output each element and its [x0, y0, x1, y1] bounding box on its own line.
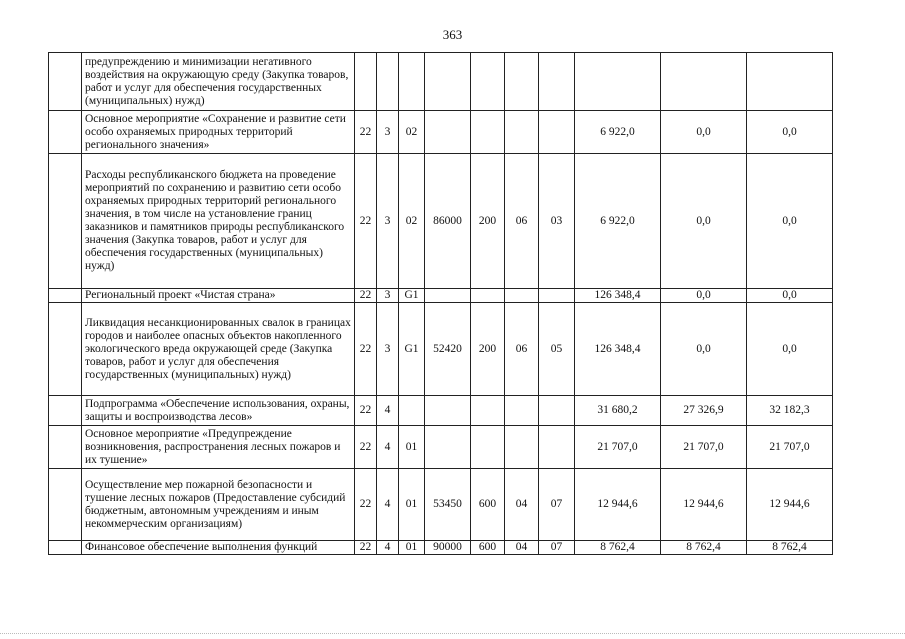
subsection-cell — [539, 289, 575, 303]
program-code-cell: 22 — [355, 154, 377, 289]
row-number-cell — [49, 111, 82, 154]
section-cell — [505, 111, 539, 154]
subprogram-code-cell: 4 — [377, 396, 399, 426]
table-row — [49, 111, 833, 154]
measure-code-cell: 01 — [399, 469, 425, 541]
year3-amount-cell: 32 182,3 — [747, 396, 833, 426]
expense-type-cell — [471, 53, 505, 111]
program-code-cell: 22 — [355, 111, 377, 154]
section-cell — [505, 289, 539, 303]
direction-code-cell — [425, 396, 471, 426]
expense-type-cell — [471, 289, 505, 303]
year1-amount-cell: 21 707,0 — [575, 426, 661, 469]
expense-type-cell: 600 — [471, 541, 505, 555]
description-cell: Региональный проект «Чистая страна» — [82, 289, 355, 303]
description-cell: предупреждению и минимизации негативного воздействия на окружающую среду (Закупка товаров, работ и услуг для обеспечения государственных (муниципальных) нужд) — [82, 53, 355, 111]
year2-amount-cell — [661, 53, 747, 111]
program-code-cell: 22 — [355, 289, 377, 303]
year1-amount-cell: 126 348,4 — [575, 303, 661, 396]
row-number-cell — [49, 396, 82, 426]
subprogram-code-cell: 3 — [377, 111, 399, 154]
table-row — [49, 303, 833, 396]
year3-amount-cell — [747, 53, 833, 111]
year3-amount-cell: 0,0 — [747, 111, 833, 154]
measure-code-cell — [399, 396, 425, 426]
subprogram-code-cell: 3 — [377, 303, 399, 396]
subprogram-code-cell — [377, 53, 399, 111]
direction-code-cell: 52420 — [425, 303, 471, 396]
program-code-cell: 22 — [355, 426, 377, 469]
row-number-cell — [49, 53, 82, 111]
description-cell: Расходы республиканского бюджета на проведение мероприятий по сохранению и развитию сети особо охраняемых природных территорий регионального значения, в том числе на установление границ заказников и памятников природы республиканского значения (Закупка товаров, работ и услуг для обеспечения государственных (муниципальных) нужд) — [82, 154, 355, 289]
measure-code-cell: 02 — [399, 111, 425, 154]
direction-code-cell — [425, 426, 471, 469]
measure-code-cell: G1 — [399, 303, 425, 396]
program-code-cell — [355, 53, 377, 111]
year3-amount-cell: 0,0 — [747, 303, 833, 396]
section-cell: 06 — [505, 303, 539, 396]
page-bottom-edge — [0, 633, 905, 635]
table-row — [49, 469, 833, 541]
description-cell: Финансовое обеспечение выполнения функций — [82, 541, 355, 555]
section-cell — [505, 396, 539, 426]
subsection-cell: 03 — [539, 154, 575, 289]
measure-code-cell — [399, 53, 425, 111]
description-cell: Осуществление мер пожарной безопасности и тушение лесных пожаров (Предоставление субсидий бюджетным, автономным учреждениям и иным некоммерческим организациям) — [82, 469, 355, 541]
section-cell — [505, 426, 539, 469]
direction-code-cell — [425, 53, 471, 111]
row-number-cell — [49, 469, 82, 541]
direction-code-cell — [425, 111, 471, 154]
subprogram-code-cell: 4 — [377, 541, 399, 555]
subsection-cell — [539, 111, 575, 154]
year2-amount-cell: 0,0 — [661, 111, 747, 154]
year1-amount-cell: 6 922,0 — [575, 154, 661, 289]
expense-type-cell: 600 — [471, 469, 505, 541]
measure-code-cell: 02 — [399, 154, 425, 289]
direction-code-cell: 53450 — [425, 469, 471, 541]
expense-type-cell — [471, 396, 505, 426]
row-number-cell — [49, 303, 82, 396]
subsection-cell: 07 — [539, 469, 575, 541]
subsection-cell — [539, 426, 575, 469]
section-cell: 06 — [505, 154, 539, 289]
year1-amount-cell: 126 348,4 — [575, 289, 661, 303]
year3-amount-cell: 0,0 — [747, 154, 833, 289]
measure-code-cell: 01 — [399, 541, 425, 555]
year2-amount-cell: 0,0 — [661, 154, 747, 289]
table-row — [49, 53, 833, 111]
year1-amount-cell: 8 762,4 — [575, 541, 661, 555]
section-cell: 04 — [505, 541, 539, 555]
year2-amount-cell: 21 707,0 — [661, 426, 747, 469]
measure-code-cell: 01 — [399, 426, 425, 469]
year3-amount-cell: 12 944,6 — [747, 469, 833, 541]
year2-amount-cell: 0,0 — [661, 303, 747, 396]
subsection-cell: 05 — [539, 303, 575, 396]
subsection-cell — [539, 396, 575, 426]
row-number-cell — [49, 289, 82, 303]
program-code-cell: 22 — [355, 541, 377, 555]
budget-table — [48, 52, 833, 555]
year2-amount-cell: 12 944,6 — [661, 469, 747, 541]
row-number-cell — [49, 154, 82, 289]
subsection-cell: 07 — [539, 541, 575, 555]
direction-code-cell — [425, 289, 471, 303]
subsection-cell — [539, 53, 575, 111]
section-cell: 04 — [505, 469, 539, 541]
direction-code-cell: 90000 — [425, 541, 471, 555]
page-number: 363 — [442, 27, 463, 42]
table-row — [49, 426, 833, 469]
program-code-cell: 22 — [355, 396, 377, 426]
subprogram-code-cell: 3 — [377, 289, 399, 303]
row-number-cell — [49, 426, 82, 469]
table-row — [49, 154, 833, 289]
description-cell: Основное мероприятие «Сохранение и развитие сети особо охраняемых природных территорий регионального значения» — [82, 111, 355, 154]
year1-amount-cell: 12 944,6 — [575, 469, 661, 541]
description-cell: Основное мероприятие «Предупреждение возникновения, распространения лесных пожаров и их тушение» — [82, 426, 355, 469]
description-cell: Подпрограмма «Обеспечение использования, охраны, защиты и воспроизводства лесов» — [82, 396, 355, 426]
year3-amount-cell: 8 762,4 — [747, 541, 833, 555]
year1-amount-cell — [575, 53, 661, 111]
year1-amount-cell: 31 680,2 — [575, 396, 661, 426]
program-code-cell: 22 — [355, 469, 377, 541]
year2-amount-cell: 0,0 — [661, 289, 747, 303]
row-number-cell — [49, 541, 82, 555]
subprogram-code-cell: 4 — [377, 469, 399, 541]
expense-type-cell — [471, 426, 505, 469]
expense-type-cell: 200 — [471, 303, 505, 396]
expense-type-cell: 200 — [471, 154, 505, 289]
year1-amount-cell: 6 922,0 — [575, 111, 661, 154]
year2-amount-cell: 8 762,4 — [661, 541, 747, 555]
subprogram-code-cell: 4 — [377, 426, 399, 469]
table-row — [49, 396, 833, 426]
table-row — [49, 289, 833, 303]
expense-type-cell — [471, 111, 505, 154]
year3-amount-cell: 21 707,0 — [747, 426, 833, 469]
subprogram-code-cell: 3 — [377, 154, 399, 289]
description-cell: Ликвидация несанкционированных свалок в границах городов и наиболее опасных объектов накопленного экологического вреда окружающей среде (Закупка товаров, работ и услуг для обеспечения государственных (муниципальных) нужд) — [82, 303, 355, 396]
year2-amount-cell: 27 326,9 — [661, 396, 747, 426]
year3-amount-cell: 0,0 — [747, 289, 833, 303]
table-row — [49, 541, 833, 555]
program-code-cell: 22 — [355, 303, 377, 396]
section-cell — [505, 53, 539, 111]
direction-code-cell: 86000 — [425, 154, 471, 289]
measure-code-cell: G1 — [399, 289, 425, 303]
